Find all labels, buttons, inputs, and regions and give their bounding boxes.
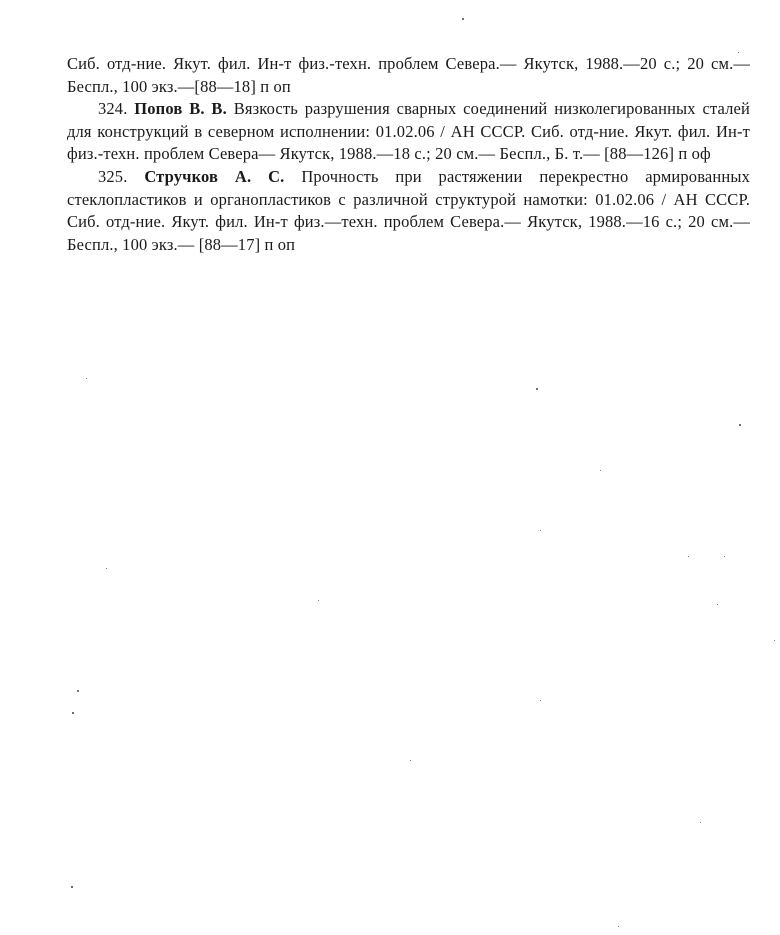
noise-speck [318,600,319,601]
noise-speck [774,640,775,641]
noise-speck [700,822,701,823]
noise-speck [86,378,87,379]
entry-author: Попов В. В. [134,99,227,119]
bibliography-entry-325 [67,166,750,256]
noise-speck [540,700,541,701]
entry-text: Вязкость разрушения сварных соединений низколегированных сталей для конструкций в северном исполнении: 01.02.06 / АН СССР. Сиб. отд-ние. Якут. фил. Ин-т физ.-техн. проблем Севера— Якутск, 1988.—18 с.; 20 см.— Беспл., Б. т.— [88—126] п оф [67,99,750,164]
entry-number: 324. [98,99,128,119]
noise-speck [462,18,464,20]
noise-speck [410,760,411,761]
noise-speck [106,568,107,569]
noise-speck [540,530,541,531]
noise-speck [618,926,619,927]
noise-speck [739,424,741,426]
noise-speck [688,556,689,557]
entry-number: 325. [98,166,128,186]
entry-continuation [67,53,750,98]
noise-speck [77,690,79,692]
noise-speck [71,886,73,888]
noise-speck [72,712,74,714]
entry-text: Прочность при растяжении перекрестно армированных стеклопластиков и органопластиков с различной структурой намотки: 01.02.06 / АН СССР. Сиб. отд-ние. Якут. фил. Ин-т физ.—техн. проблем Севера.— Якутск, 1988.—16 с.; 20 см.— Беспл., 100 экз.— [88—17] п оп [67,166,750,254]
noise-speck [600,470,601,471]
bibliography-entry-324 [67,98,750,166]
entry-author: Стручков А. С. [144,166,285,186]
noise-speck [724,556,725,557]
noise-speck [717,604,718,605]
entry-text: Сиб. отд-ние. Якут. фил. Ин-т физ.-техн. проблем Севера.— Якутск, 1988.—20 с.; 20 см.— Беспл., 100 экз.—[88—18] п оп [67,54,750,96]
bibliography-text [67,53,750,256]
noise-speck [536,388,538,390]
